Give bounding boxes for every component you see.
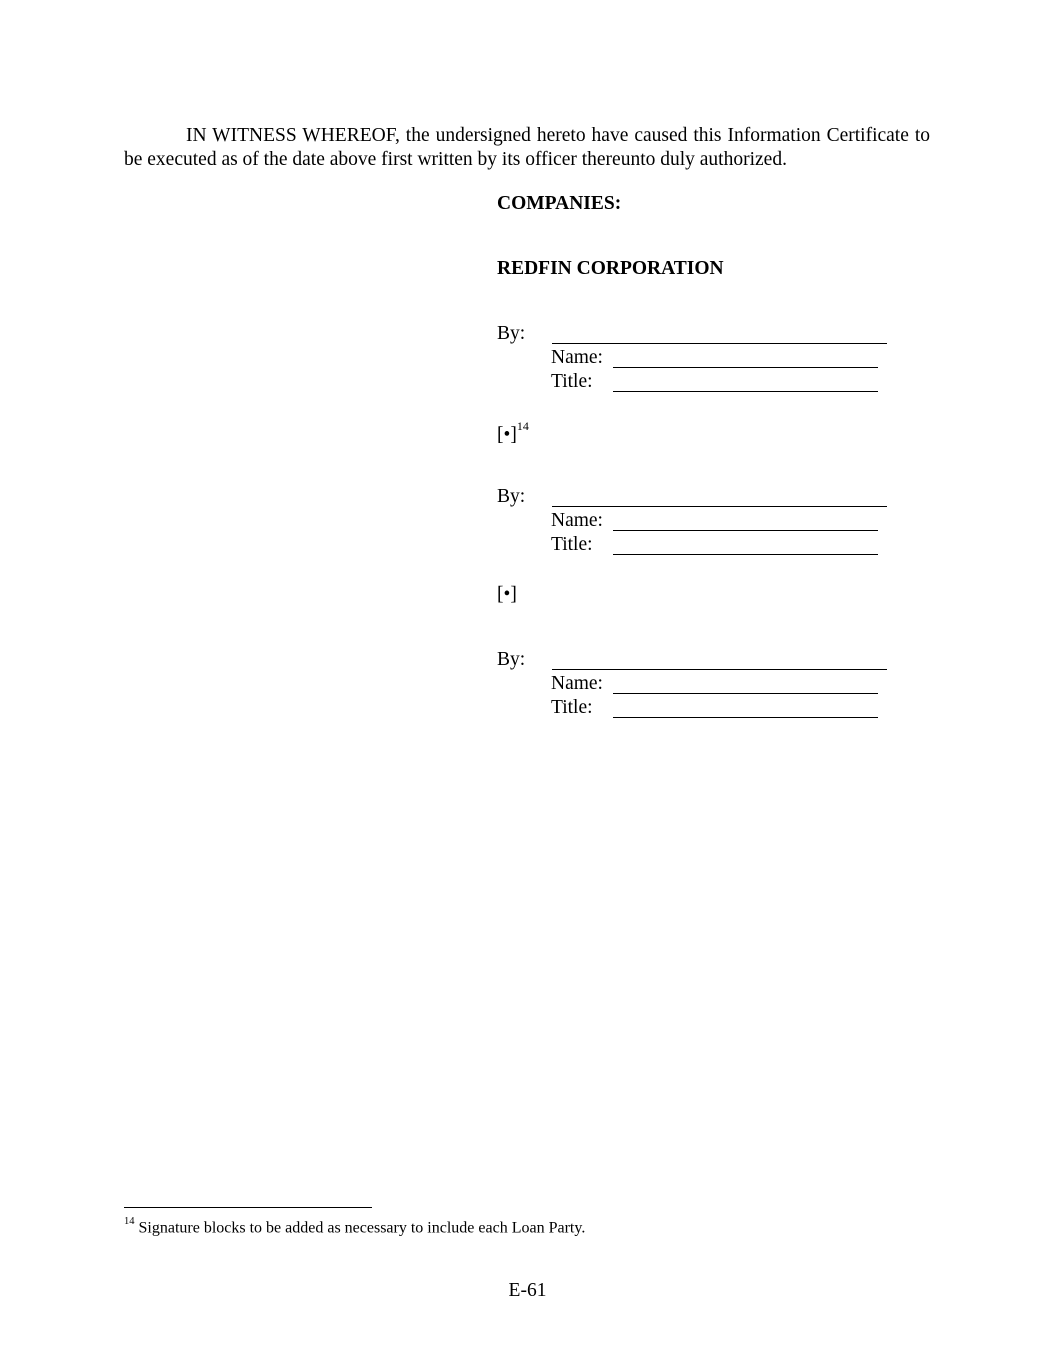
signature-block-2	[497, 486, 897, 566]
signature-line[interactable]	[552, 669, 887, 670]
by-label: By:	[497, 649, 526, 670]
signature-line[interactable]	[552, 343, 887, 344]
company-name: REDFIN CORPORATION	[497, 258, 724, 279]
name-line[interactable]	[613, 367, 878, 368]
companies-heading: COMPANIES:	[497, 193, 622, 214]
footnote-number: 14	[124, 1216, 135, 1227]
witness-text: IN WITNESS WHEREOF, the undersigned hereto have caused this Information Certificate to be executed as of the date above first written by its officer thereunto duly authorized.	[124, 125, 930, 170]
name-label: Name:	[551, 347, 603, 368]
footnote	[124, 1218, 585, 1237]
title-label: Title:	[551, 371, 593, 392]
title-label: Title:	[551, 534, 593, 555]
by-label: By:	[497, 323, 526, 344]
footnote-reference: 14	[516, 419, 529, 433]
signature-block-3	[497, 649, 897, 729]
name-line[interactable]	[613, 693, 878, 694]
footnote-divider	[124, 1207, 372, 1208]
signature-block-1	[497, 323, 897, 403]
name-label: Name:	[551, 673, 603, 694]
page-number: E-61	[508, 1280, 547, 1301]
signature-line[interactable]	[552, 506, 887, 507]
title-label: Title:	[551, 697, 593, 718]
company-placeholder-2: [•]	[497, 584, 517, 605]
name-line[interactable]	[613, 530, 878, 531]
title-line[interactable]	[613, 391, 878, 392]
title-line[interactable]	[613, 717, 878, 718]
company-placeholder-1	[497, 419, 529, 447]
placeholder-text: [•]	[497, 424, 517, 446]
witness-paragraph	[124, 124, 930, 172]
footnote-text: Signature blocks to be added as necessary to include each Loan Party.	[138, 1219, 586, 1237]
title-line[interactable]	[613, 554, 878, 555]
by-label: By:	[497, 486, 526, 507]
name-label: Name:	[551, 510, 603, 531]
